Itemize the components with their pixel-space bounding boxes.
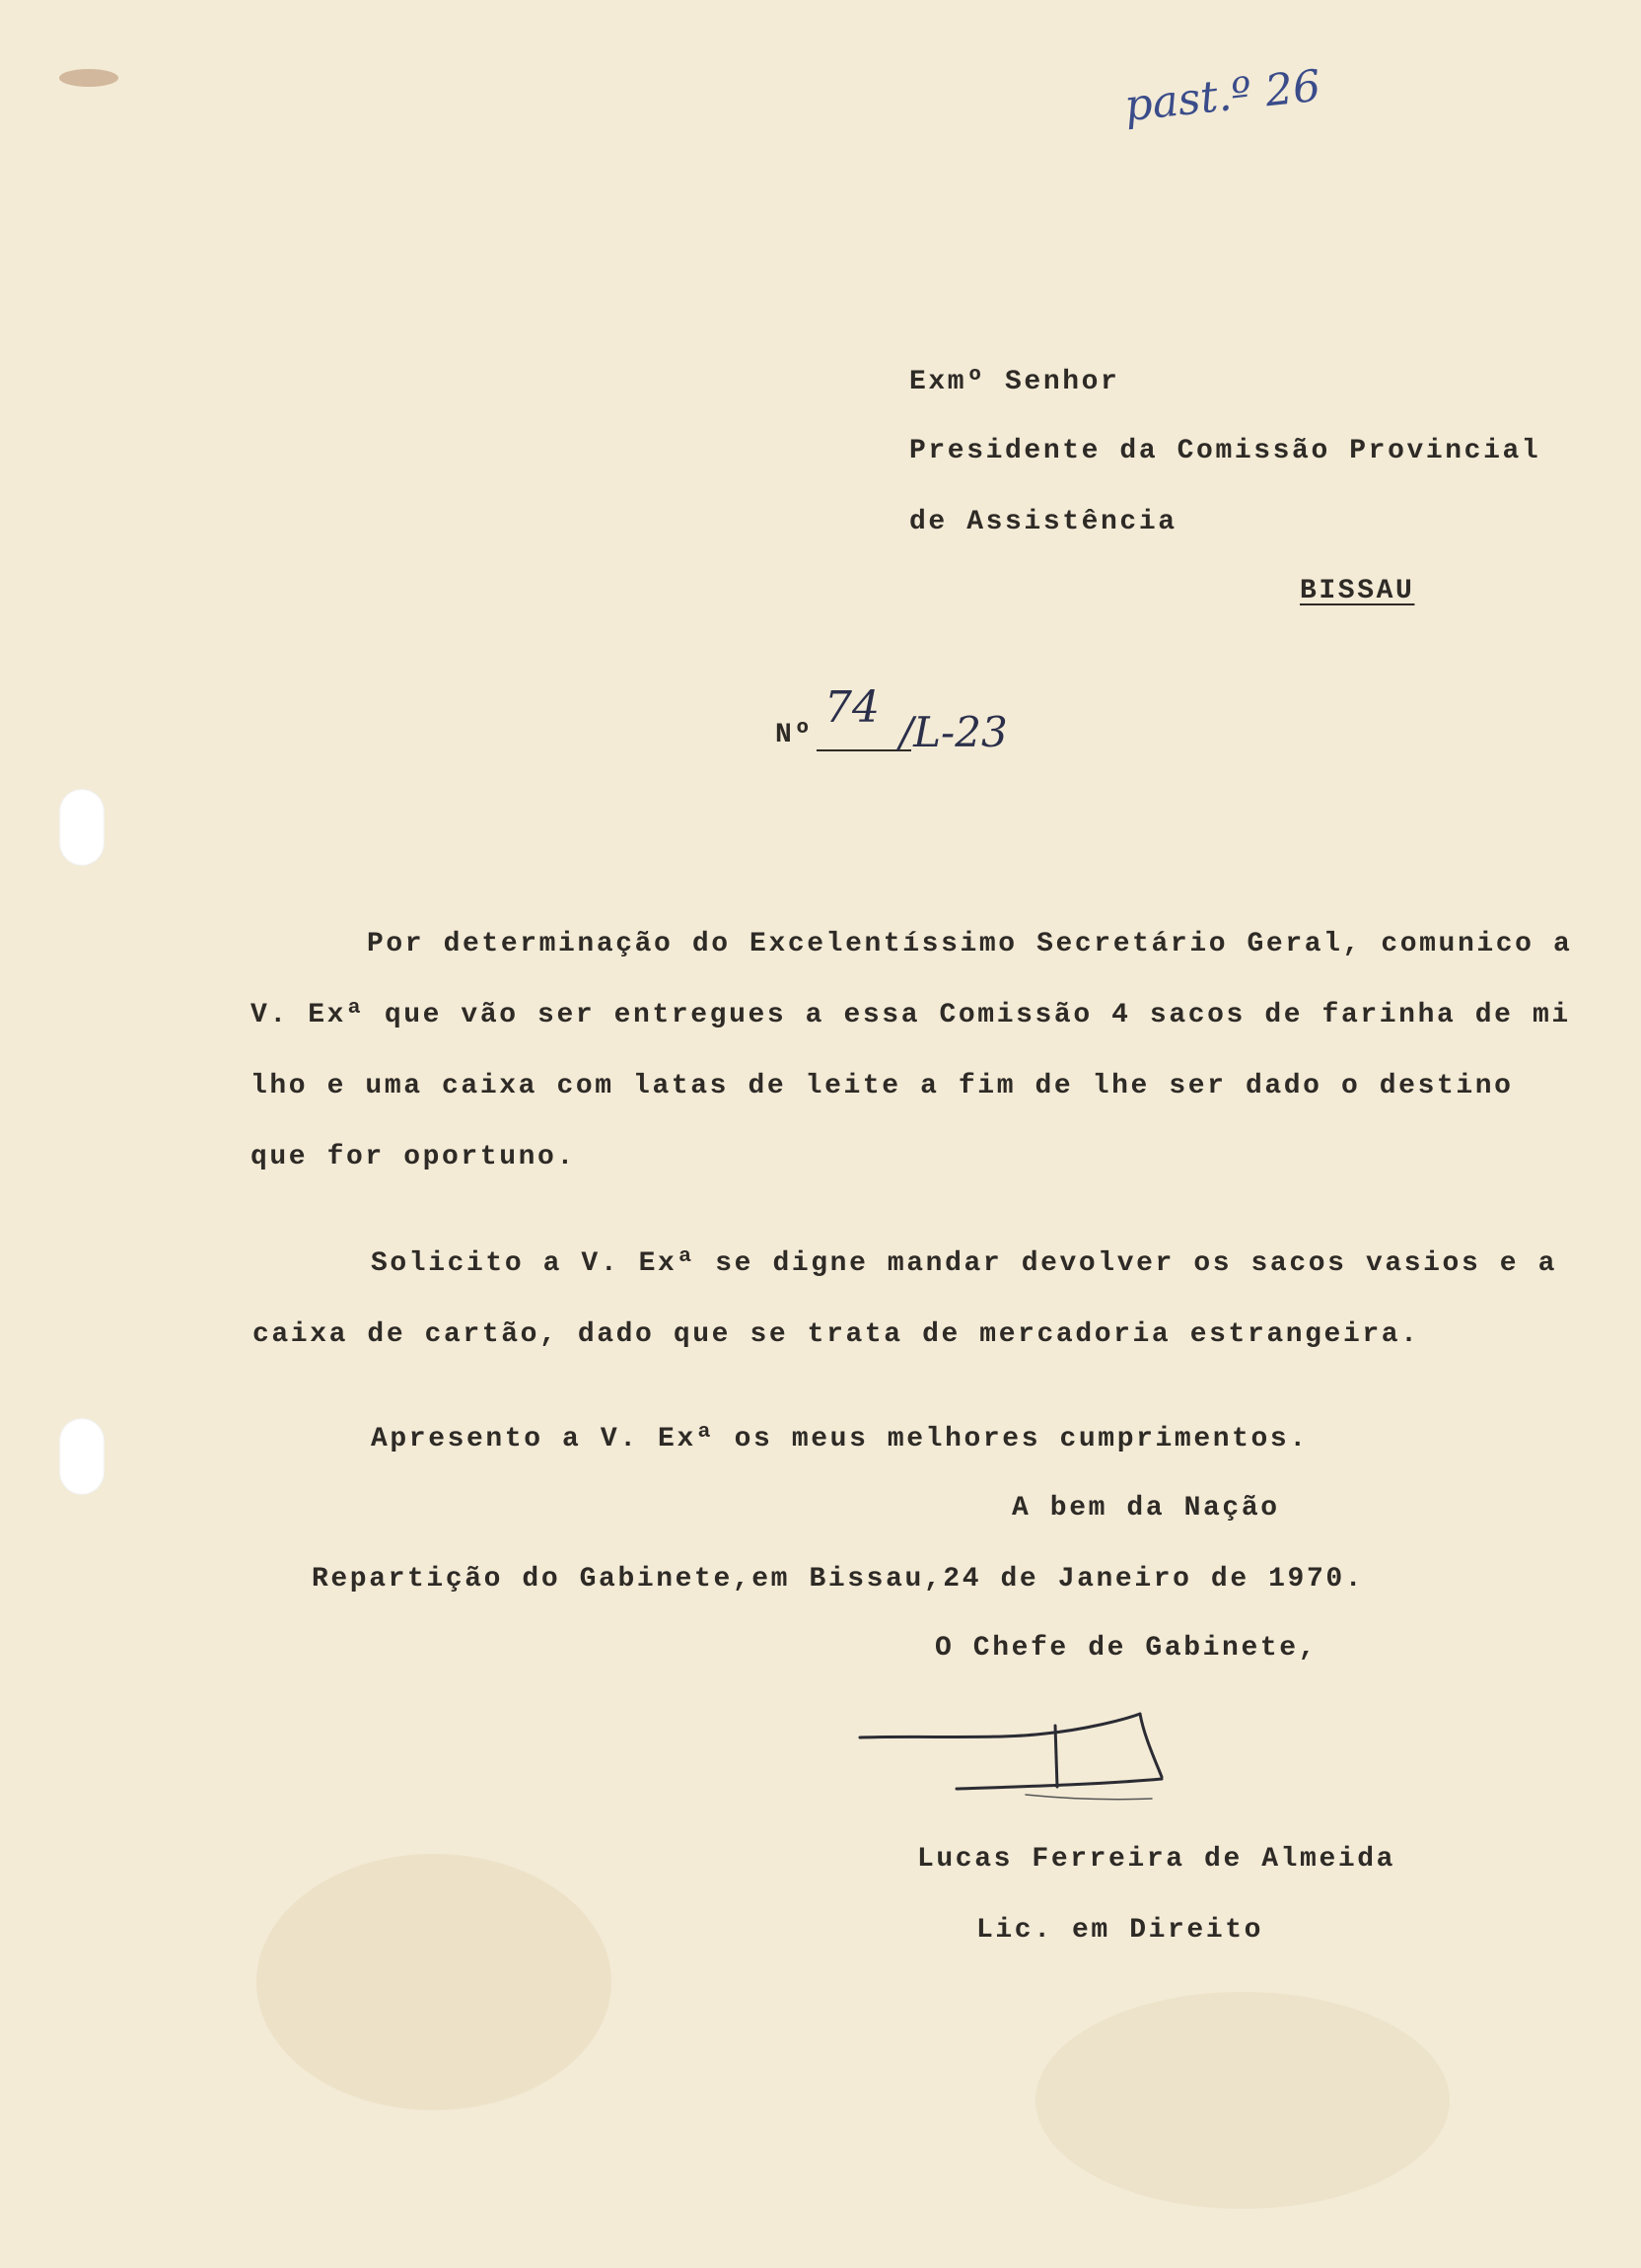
stain-bottom-right xyxy=(1035,1992,1450,2209)
reference-number-underline xyxy=(817,749,911,751)
signatory-title: Lic. em Direito xyxy=(976,1915,1264,1946)
closing-place-date: Repartição do Gabinete,em Bissau,24 de Janeiro de 1970. xyxy=(312,1564,1365,1595)
body-p1-line-4: que for oportuno. xyxy=(250,1142,576,1172)
rust-stain xyxy=(59,69,118,87)
body-p1-line-1: Por determinação do Excelentíssimo Secretário Geral, comunico a xyxy=(367,929,1573,959)
body-p3: Apresento a V. Exª os meus melhores cumprimentos. xyxy=(371,1424,1309,1454)
body-p1-line-3: lho e uma caixa com latas de leite a fim de lhe ser dado o destino xyxy=(250,1071,1514,1101)
stain-bottom-left xyxy=(256,1854,611,2110)
body-p2-line-1: Solicito a V. Exª se digne mandar devolver os sacos vasios e a xyxy=(371,1248,1557,1279)
punch-hole-top xyxy=(59,789,105,866)
recipient-salutation: Exmº Senhor xyxy=(909,367,1120,397)
reference-prefix: Nº xyxy=(775,720,814,750)
recipient-city: BISSAU xyxy=(1300,576,1415,606)
handwritten-signature xyxy=(848,1696,1174,1805)
signatory-name: Lucas Ferreira de Almeida xyxy=(917,1844,1396,1875)
body-p2-line-2: caixa de cartão, dado que se trata de mercadoria estrangeira. xyxy=(252,1319,1420,1350)
body-p1-line-2: V. Exª que vão ser entregues a essa Comissão 4 sacos de farinha de mi xyxy=(250,1000,1571,1030)
reference-number: 74 xyxy=(824,682,880,733)
recipient-line-1: Presidente da Comissão Provincial xyxy=(909,436,1541,466)
recipient-line-2: de Assistência xyxy=(909,507,1177,537)
punch-hole-bottom xyxy=(59,1418,105,1495)
closing-role: O Chefe de Gabinete, xyxy=(935,1633,1319,1664)
reference-suffix: /L-23 xyxy=(899,708,1008,756)
closing-motto: A bem da Nação xyxy=(1012,1493,1280,1524)
archive-reference-annotation: past.º 26 xyxy=(1121,60,1323,132)
